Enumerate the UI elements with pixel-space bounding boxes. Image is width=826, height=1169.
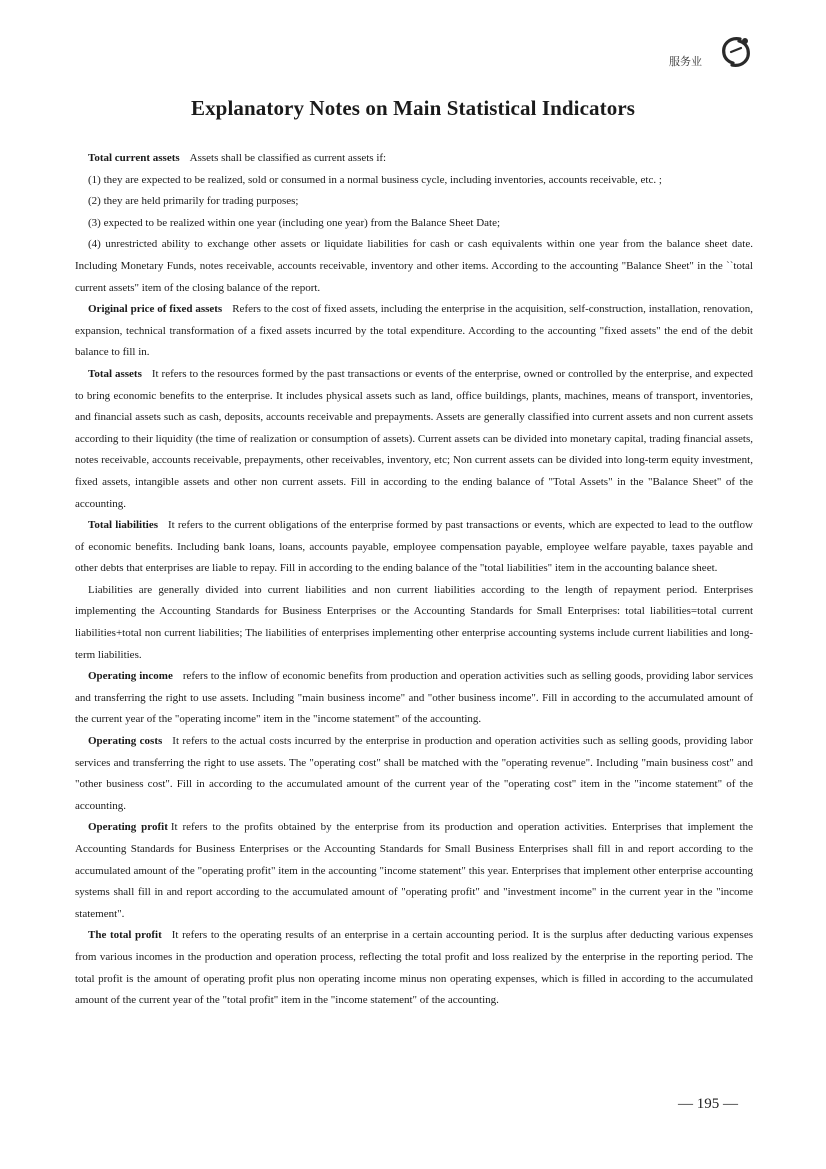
note-paragraph	[75, 364, 753, 515]
note-paragraph	[75, 580, 753, 666]
indicator-definition: It refers to the profits obtained by the enterprise from its production and operation activities. Enterprises that implement the Accounting Standards for Business Enterprises or the Accounting Standards for Small Business Enterprises shall fill in and report according to the accumulated amount of the "operating profit" item in the accounting "income statement" this year. Enterprises that implement other enterprise accounting systems shall fill in and report according to the accumulated amount of "operating profit" and "investment income" in the current year in the "income statement".	[75, 821, 753, 920]
note-paragraph	[75, 299, 753, 364]
indicator-definition: Refers to the cost of fixed assets, including the enterprise in the acquisition, self-construction, installation, renovation, expansion, technical transformation of a fixed assets incurred by the total expenditure. According to the accounting "fixed assets" the end of the debit balance to fill in.	[75, 303, 753, 359]
header-section-label: 服务业	[669, 55, 702, 68]
page-title: Explanatory Notes on Main Statistical Indicators	[190, 96, 636, 120]
indicator-definition: It refers to the resources formed by the past transactions or events of the enterprise, owned or controlled by the enterprise, and expected to bring economic benefits to the enterprise. It includes physical assets such as land, office buildings, plants, machines, means of transport, inventories, and financial assets such as cash, deposits, accounts receivable and prepayments. Assets are generally classified into current assets and non current assets according to their liquidity (the time of realization or consumption of assets). Current assets can be divided into monetary capital, trading financial assets, notes receivable, accounts receivable, prepayments, other receivables, inventory, etc; Non current assets can be divided into long-term equity investment, fixed assets, intangible assets and other non current assets. Fill in according to the ending balance of "Total Assets" in the "Balance Sheet" of the accounting.	[75, 367, 754, 510]
indicator-definition: (1) they are expected to be realized, sold or consumed in a normal business cycle, including inventories, accounts receivable, etc. ;	[88, 173, 662, 186]
note-paragraph	[75, 170, 753, 192]
indicator-definition: It refers to the current obligations of the enterprise formed by past transactions or events, which are expected to lead to the outflow of economic benefits. Including bank loans, loans, accounts payable, employee compensation payable, employee welfare payable, taxes payable and other debts that enterprises are liable to repay. Fill in according to the ending balance of the "total liabilities" item in the accounting balance sheet.	[75, 519, 753, 575]
note-paragraph	[75, 925, 753, 1011]
note-paragraph	[75, 666, 753, 731]
service-industry-logo-icon	[718, 34, 754, 70]
indicator-term: Original price of fixed assets	[88, 303, 223, 316]
indicator-definition: It refers to the operating results of an enterprise in a certain accounting period. It is the surplus after deducting various expenses from various incomes in the production and operation process, reflecting the total profit and loss realized by the enterprise in the reporting period. The total profit is the amount of operating profit plus non operating income minus non operating expenses, which is filled in according to the accumulated amount of the current year of the "total profit" item in the "income statement" of the accounting.	[75, 929, 753, 1007]
indicator-term: The total profit	[88, 929, 162, 942]
page-number: — 195 —	[678, 1096, 738, 1112]
note-paragraph	[75, 731, 753, 817]
indicator-term: Operating costs	[88, 735, 163, 748]
indicator-term: Total assets	[88, 367, 142, 380]
indicator-definition: Liabilities are generally divided into current liabilities and non current liabilities according to the length of repayment period. Enterprises implementing the Accounting Standards for Business Enterprises or the Accounting Standards for Small Enterprises: total liabilities=total current liabilities+total non current liabilities; The liabilities of enterprises implementing other enterprise accounting systems include current liabilities and long-term liabilities.	[75, 583, 753, 661]
note-paragraph	[75, 148, 753, 170]
indicator-definition: Assets shall be classified as current assets if:	[189, 152, 387, 164]
indicator-term: Operating profit	[88, 821, 168, 834]
indicator-definition: (2) they are held primarily for trading purposes;	[88, 195, 299, 208]
indicator-definition: (3) expected to be realized within one year (including one year) from the Balance Sheet Date;	[88, 216, 501, 229]
indicator-term: Total current assets	[88, 152, 180, 164]
note-paragraph	[75, 817, 753, 925]
note-paragraph	[75, 213, 753, 235]
indicator-definition: It refers to the actual costs incurred by the enterprise in production and operation activities such as selling goods, providing labor services and transferring the right to use assets. The "operating cost" shall be matched with the "operating revenue". Including "main business cost" and "other business cost". Fill in according to the accumulated amount of the current year of the "operating cost" item in the "income statement" of the accounting.	[75, 735, 753, 812]
indicator-term: Total liabilities	[88, 519, 158, 532]
indicator-definition: refers to the inflow of economic benefits from production and operation activities such as selling goods, providing labor services and transferring the right to use assets. Including "main business income" and "other business income". Fill in according to the accumulated amount of the current year of the "operating income" item in the "income statement" of the accounting.	[75, 670, 753, 726]
note-paragraph	[75, 234, 753, 299]
indicator-term: Operating income	[88, 670, 173, 683]
note-paragraph	[75, 515, 753, 580]
note-paragraph	[75, 191, 753, 213]
indicator-definition: (4) unrestricted ability to exchange other assets or liquidate liabilities for cash or cash equivalents within one year from the balance sheet date. Including Monetary Funds, notes receivable, accounts receivable, inventory and other items. According to the accounting "Balance Sheet" in the ``total current assets" item of the closing balance of the report.	[75, 238, 753, 294]
notes-body	[75, 148, 753, 1012]
